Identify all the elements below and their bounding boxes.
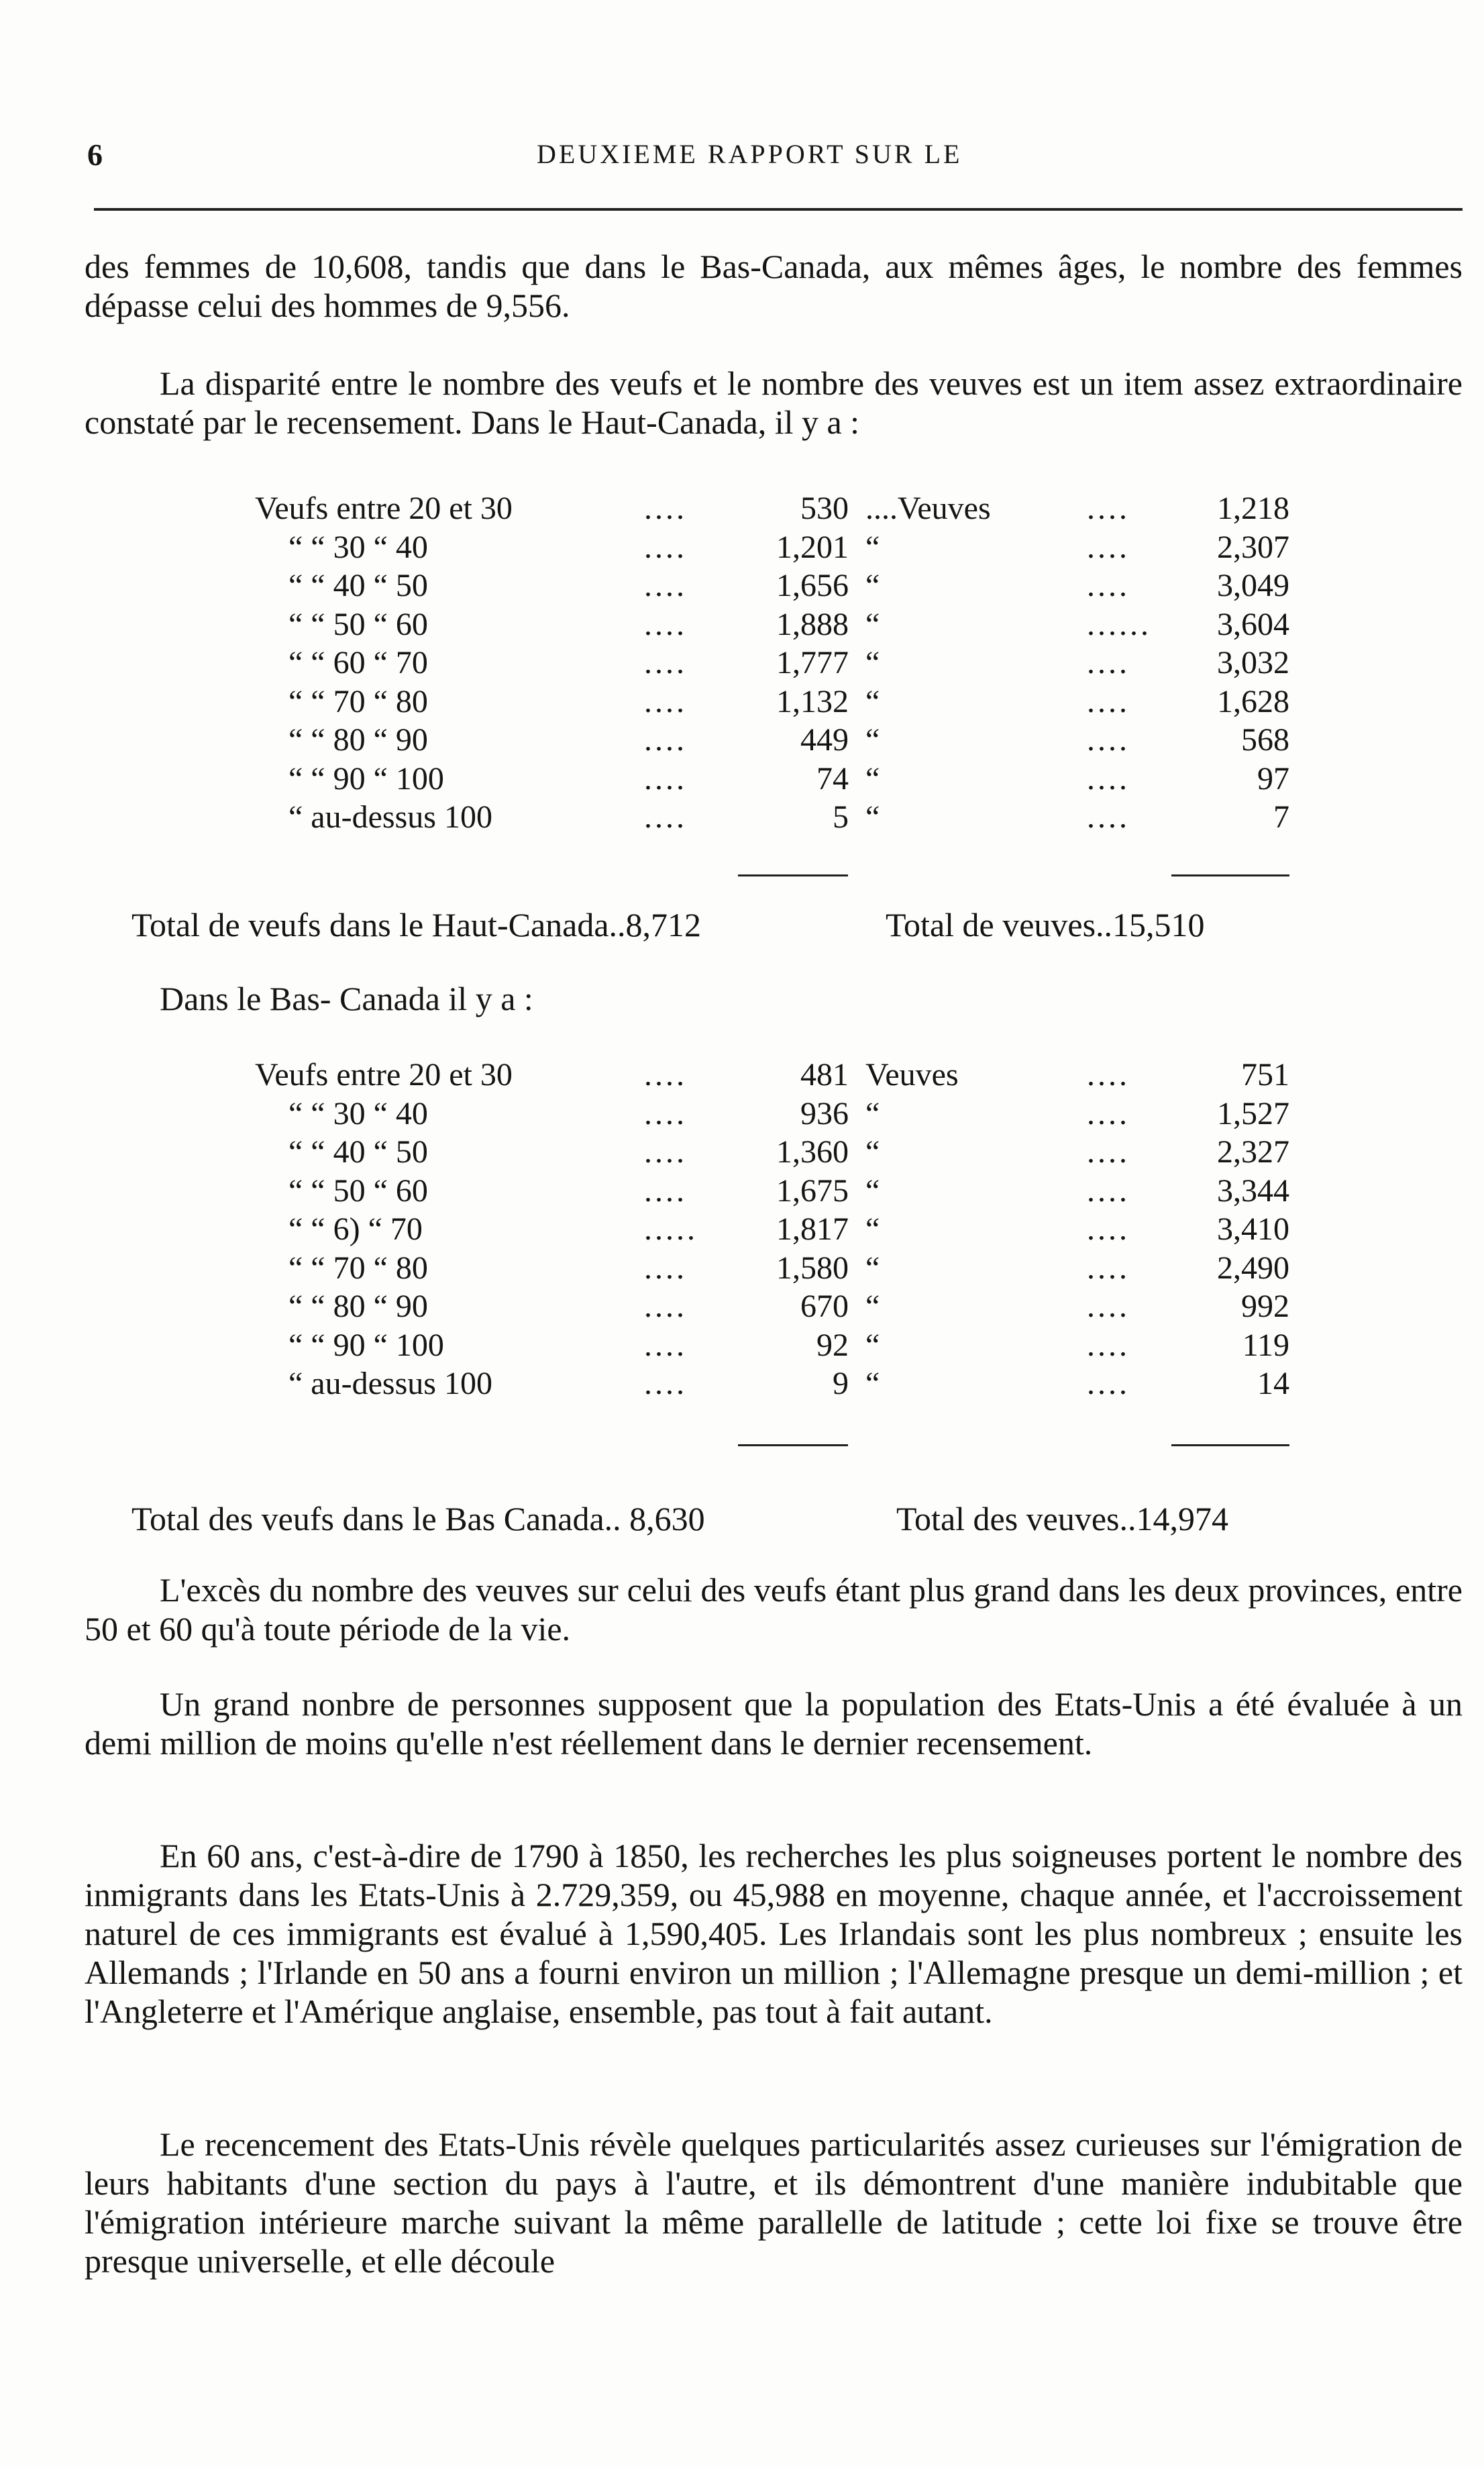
veuves-count: 751 bbox=[1241, 1057, 1289, 1093]
leader-dots-2: ...... bbox=[1087, 606, 1151, 642]
leader-dots: .... bbox=[644, 1095, 687, 1131]
veufs-count: 936 bbox=[800, 1095, 849, 1131]
leader-dots: .... bbox=[644, 1057, 687, 1093]
veuves-count: 2,490 bbox=[1217, 1250, 1289, 1286]
haut-canada-row bbox=[0, 489, 1484, 529]
bas-canada-row bbox=[0, 1248, 1484, 1289]
bas-canada-total-veuves: Total des veuves..14,974 bbox=[896, 1500, 1229, 1538]
leader-dots: ..... bbox=[644, 1211, 698, 1247]
paragraph-2: La disparité entre le nombre des veufs et le nombre des veuves est un item assez extraordinaire constaté par le recensement. Dans le Haut-Canada, il y a : bbox=[85, 364, 1463, 441]
leader-dots: .... bbox=[644, 491, 687, 526]
bas-canada-row bbox=[0, 1132, 1484, 1172]
paragraph-6: Le recencement des Etats-Unis révèle quelques particularités assez curieuses sur l'émigration de leurs habitants d'une section du pays à l'autre, et ils démontrent d'une manière indubitable que l'émigration intérieure marche suivant la même parallelle de latitude ; cette loi fixe se trouve être presque universelle, et elle découle bbox=[85, 2125, 1463, 2280]
leader-dots-2: .... bbox=[1087, 799, 1130, 835]
bas-canada-intro: Dans le Bas- Canada il y a : bbox=[160, 980, 533, 1017]
veuves-count: 568 bbox=[1241, 722, 1289, 758]
leader-dots: .... bbox=[644, 722, 687, 758]
header-rule bbox=[94, 208, 1463, 211]
bas-canada-veuves-sum-rule bbox=[1171, 1444, 1289, 1446]
leader-dots-2: .... bbox=[1087, 645, 1130, 681]
paragraph-1: des femmes de 10,608, tandis que dans le Bas-Canada, aux mêmes âges, le nombre des femmes dépasse celui des hommes de 9,556. bbox=[85, 248, 1463, 324]
age-range-label: “ “ 50 “ 60 bbox=[288, 606, 428, 642]
paragraph-5: En 60 ans, c'est-à-dire de 1790 à 1850, les recherches les plus soigneuses portent le nombre des inmigrants dans les Etats-Unis à 2.729,359, ou 45,988 en moyenne, chaque année, et l'accroissement naturel de ces immigrants est évalué à 1,590,405. Les Irlandais sont les plus nombreux ; ensuite les Allemands ; l'Irlande en 50 ans a fourni environ un million ; l'Allemagne presque un demi-million ; et l'Angleterre et l'Amérique anglaise, ensemble, pas tout à fait autant. bbox=[85, 1837, 1463, 2030]
haut-canada-total-veufs: Total de veufs dans le Haut-Canada..8,712 bbox=[131, 906, 702, 944]
leader-dots-2: .... bbox=[1087, 683, 1130, 719]
veuves-label: “ bbox=[865, 683, 880, 719]
leader-dots-2: .... bbox=[1087, 1250, 1130, 1286]
veuves-count: 1,218 bbox=[1217, 491, 1289, 526]
veuves-count: 992 bbox=[1241, 1289, 1289, 1324]
bas-canada-veufs-sum-rule bbox=[738, 1444, 848, 1446]
veufs-count: 1,580 bbox=[776, 1250, 849, 1286]
veuves-count: 97 bbox=[1257, 760, 1289, 797]
paragraph-4: Un grand nonbre de personnes supposent que la population des Etats-Unis a été évaluée à un demi million de moins qu'elle n'est réellement dans le dernier recensement. bbox=[85, 1685, 1463, 1762]
leader-dots-2: .... bbox=[1087, 1327, 1130, 1363]
veuves-label: “ bbox=[865, 760, 880, 797]
haut-canada-row bbox=[0, 720, 1484, 760]
leader-dots-2: .... bbox=[1087, 529, 1130, 565]
age-range-label: “ “ 70 “ 80 bbox=[288, 1250, 428, 1286]
veuves-label: “ bbox=[865, 645, 880, 681]
leader-dots: .... bbox=[644, 760, 687, 797]
leader-dots-2: .... bbox=[1087, 1172, 1130, 1209]
veuves-label: “ bbox=[865, 1250, 880, 1286]
veufs-count: 1,201 bbox=[776, 529, 849, 565]
veufs-count: 5 bbox=[833, 799, 849, 835]
leader-dots-2: .... bbox=[1087, 1289, 1130, 1324]
veufs-count: 1,888 bbox=[776, 606, 849, 642]
leader-dots-2: .... bbox=[1087, 1366, 1130, 1401]
haut-canada-veuves-sum-rule bbox=[1171, 874, 1289, 876]
veuves-count: 3,604 bbox=[1217, 606, 1289, 642]
age-range-label: Veufs entre 20 et 30 bbox=[255, 1057, 513, 1093]
veuves-label: “ bbox=[865, 799, 880, 835]
age-range-label: “ au-dessus 100 bbox=[288, 1366, 492, 1401]
veuves-count: 3,344 bbox=[1217, 1172, 1289, 1209]
age-range-label: “ “ 80 “ 90 bbox=[288, 722, 428, 758]
veuves-count: 1,628 bbox=[1217, 683, 1289, 719]
veuves-label: “ bbox=[865, 1134, 880, 1170]
bas-canada-row bbox=[0, 1171, 1484, 1211]
paragraph-3: L'excès du nombre des veuves sur celui des veufs étant plus grand dans les deux provinces, entre 50 et 60 qu'à toute période de la vie. bbox=[85, 1571, 1463, 1648]
leader-dots: .... bbox=[644, 1250, 687, 1286]
leader-dots: .... bbox=[644, 683, 687, 719]
haut-canada-row bbox=[0, 566, 1484, 606]
leader-dots: .... bbox=[644, 1172, 687, 1209]
veuves-label: ....Veuves bbox=[865, 491, 991, 526]
leader-dots: .... bbox=[644, 529, 687, 565]
age-range-label: “ “ 30 “ 40 bbox=[288, 529, 428, 565]
veuves-label: “ bbox=[865, 568, 880, 603]
veuves-count: 2,307 bbox=[1217, 529, 1289, 565]
bas-canada-row bbox=[0, 1094, 1484, 1134]
veuves-label: “ bbox=[865, 1289, 880, 1324]
veufs-count: 1,777 bbox=[776, 645, 849, 681]
age-range-label: “ “ 6) “ 70 bbox=[288, 1211, 423, 1247]
haut-canada-row bbox=[0, 797, 1484, 838]
age-range-label: “ au-dessus 100 bbox=[288, 799, 492, 835]
page-number: 6 bbox=[87, 138, 103, 172]
veuves-count: 3,049 bbox=[1217, 568, 1289, 603]
veufs-count: 9 bbox=[833, 1366, 849, 1401]
bas-canada-row bbox=[0, 1209, 1484, 1250]
bas-canada-row bbox=[0, 1364, 1484, 1404]
veuves-count: 2,327 bbox=[1217, 1134, 1289, 1170]
haut-canada-row bbox=[0, 527, 1484, 568]
veuves-count: 7 bbox=[1273, 799, 1289, 835]
leader-dots: .... bbox=[644, 799, 687, 835]
veufs-count: 1,656 bbox=[776, 568, 849, 603]
leader-dots-2: .... bbox=[1087, 722, 1130, 758]
bas-canada-total-veufs: Total des veufs dans le Bas Canada.. 8,630 bbox=[131, 1500, 705, 1538]
veuves-label: “ bbox=[865, 606, 880, 642]
age-range-label: “ “ 90 “ 100 bbox=[288, 760, 444, 797]
veufs-count: 74 bbox=[816, 760, 849, 797]
age-range-label: “ “ 70 “ 80 bbox=[288, 683, 428, 719]
veufs-count: 481 bbox=[800, 1057, 849, 1093]
veuves-label: “ bbox=[865, 1211, 880, 1247]
veufs-count: 92 bbox=[816, 1327, 849, 1363]
leader-dots: .... bbox=[644, 1134, 687, 1170]
age-range-label: “ “ 40 “ 50 bbox=[288, 1134, 428, 1170]
veuves-count: 1,527 bbox=[1217, 1095, 1289, 1131]
age-range-label: “ “ 40 “ 50 bbox=[288, 568, 428, 603]
veufs-count: 670 bbox=[800, 1289, 849, 1324]
bas-canada-row bbox=[0, 1325, 1484, 1366]
veuves-label: Veuves bbox=[865, 1057, 959, 1093]
veufs-count: 449 bbox=[800, 722, 849, 758]
leader-dots-2: .... bbox=[1087, 1134, 1130, 1170]
age-range-label: “ “ 90 “ 100 bbox=[288, 1327, 444, 1363]
veuves-count: 3,032 bbox=[1217, 645, 1289, 681]
age-range-label: “ “ 60 “ 70 bbox=[288, 645, 428, 681]
veuves-label: “ bbox=[865, 1327, 880, 1363]
age-range-label: “ “ 30 “ 40 bbox=[288, 1095, 428, 1131]
leader-dots-2: .... bbox=[1087, 760, 1130, 797]
veuves-count: 3,410 bbox=[1217, 1211, 1289, 1247]
veufs-count: 1,132 bbox=[776, 683, 849, 719]
veuves-label: “ bbox=[865, 722, 880, 758]
leader-dots-2: .... bbox=[1087, 1057, 1130, 1093]
leader-dots: .... bbox=[644, 606, 687, 642]
bas-canada-row bbox=[0, 1287, 1484, 1327]
leader-dots: .... bbox=[644, 1366, 687, 1401]
bas-canada-row bbox=[0, 1055, 1484, 1095]
leader-dots: .... bbox=[644, 1327, 687, 1363]
veuves-count: 14 bbox=[1257, 1366, 1289, 1401]
haut-canada-total-veuves: Total de veuves..15,510 bbox=[886, 906, 1205, 944]
haut-canada-row bbox=[0, 759, 1484, 799]
leader-dots-2: .... bbox=[1087, 491, 1130, 526]
leader-dots: .... bbox=[644, 1289, 687, 1324]
veuves-label: “ bbox=[865, 1366, 880, 1401]
veuves-label: “ bbox=[865, 529, 880, 565]
leader-dots-2: .... bbox=[1087, 1095, 1130, 1131]
running-title: DEUXIEME RAPPORT SUR LE bbox=[537, 139, 963, 169]
leader-dots: .... bbox=[644, 645, 687, 681]
veufs-count: 530 bbox=[800, 491, 849, 526]
age-range-label: “ “ 80 “ 90 bbox=[288, 1289, 428, 1324]
veuves-count: 119 bbox=[1242, 1327, 1289, 1363]
veuves-label: “ bbox=[865, 1095, 880, 1131]
leader-dots-2: .... bbox=[1087, 568, 1130, 603]
haut-canada-row bbox=[0, 605, 1484, 645]
age-range-label: “ “ 50 “ 60 bbox=[288, 1172, 428, 1209]
leader-dots-2: .... bbox=[1087, 1211, 1130, 1247]
haut-canada-row bbox=[0, 682, 1484, 722]
veufs-count: 1,360 bbox=[776, 1134, 849, 1170]
veufs-count: 1,675 bbox=[776, 1172, 849, 1209]
age-range-label: Veufs entre 20 et 30 bbox=[255, 491, 513, 526]
haut-canada-veufs-sum-rule bbox=[738, 874, 848, 876]
leader-dots: .... bbox=[644, 568, 687, 603]
veuves-label: “ bbox=[865, 1172, 880, 1209]
haut-canada-row bbox=[0, 643, 1484, 683]
veufs-count: 1,817 bbox=[776, 1211, 849, 1247]
